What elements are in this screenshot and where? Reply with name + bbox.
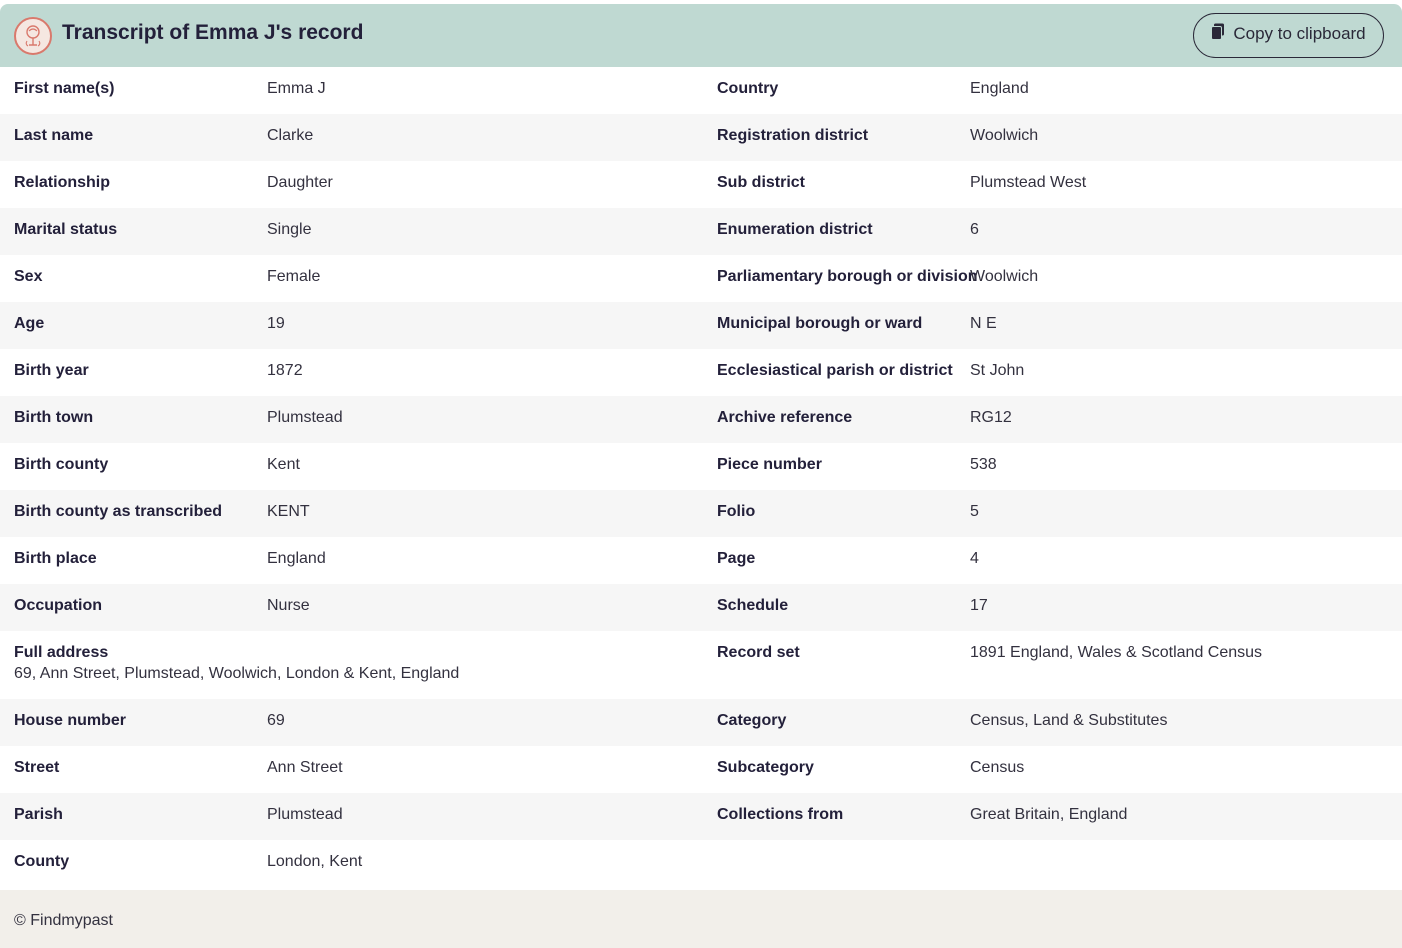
field-left: [0, 396, 703, 443]
field-left: [0, 349, 703, 396]
field-value: 69: [267, 712, 285, 729]
table-row: [0, 396, 1402, 443]
field-label: Record set: [717, 644, 800, 661]
field-label: Ecclesiastical parish or district: [717, 362, 953, 379]
field-label: Birth year: [14, 362, 89, 379]
field-label: Sex: [14, 268, 43, 285]
field-right: [703, 840, 1402, 887]
copy-button-label: Copy to clipboard: [1233, 24, 1366, 43]
field-right: [703, 161, 1402, 208]
field-value: England: [267, 550, 326, 567]
field-label: County: [14, 853, 70, 870]
field-value: Plumstead: [267, 409, 343, 426]
field-label: Relationship: [14, 174, 111, 191]
field-label: Registration district: [717, 127, 869, 144]
field-right: [703, 490, 1402, 537]
field-value: Single: [267, 221, 312, 238]
field-value: London, Kent: [267, 853, 363, 870]
field-label: Municipal borough or ward: [717, 315, 923, 332]
field-right: [703, 443, 1402, 490]
copyright-text: © Findmypast: [14, 912, 113, 929]
field-label: Marital status: [14, 221, 118, 238]
field-value: Plumstead West: [970, 174, 1087, 191]
footer: [0, 890, 1402, 948]
field-label: Occupation: [14, 597, 103, 614]
field-label: Birth county as transcribed: [14, 503, 223, 520]
field-right: [703, 793, 1402, 840]
field-label: First name(s): [14, 80, 115, 97]
field-label: Birth place: [14, 550, 97, 567]
field-value: 1891 England, Wales & Scotland Census: [970, 644, 1263, 661]
table-row: [0, 584, 1402, 631]
table-row: [0, 840, 1402, 887]
field-value: Census, Land & Substitutes: [970, 712, 1168, 729]
table-row: [0, 443, 1402, 490]
field-right: [703, 699, 1402, 746]
field-label: Full address: [14, 644, 109, 661]
field-right: [703, 255, 1402, 302]
field-value: 538: [970, 456, 997, 473]
field-left: [0, 161, 703, 208]
field-label: Folio: [717, 503, 756, 520]
field-value: 4: [970, 550, 979, 567]
field-label: Schedule: [717, 597, 789, 614]
field-value: Plumstead: [267, 806, 343, 823]
transcript-header: [0, 4, 1402, 67]
field-value: 17: [970, 597, 988, 614]
field-left: [0, 584, 703, 631]
field-right: [703, 537, 1402, 584]
field-value: Clarke: [267, 127, 314, 144]
field-label: House number: [14, 712, 127, 729]
clipboard-copy-icon: [1211, 23, 1225, 45]
field-value: Great Britain, England: [970, 806, 1128, 823]
table-row: [0, 537, 1402, 584]
field-label: Enumeration district: [717, 221, 873, 238]
field-value: 6: [970, 221, 979, 238]
field-right: [703, 114, 1402, 161]
field-value: Kent: [267, 456, 300, 473]
field-value: England: [970, 80, 1029, 97]
field-left: [0, 255, 703, 302]
field-value: Emma J: [267, 80, 326, 97]
field-label: Street: [14, 759, 60, 776]
field-label: Parish: [14, 806, 63, 823]
table-row: [0, 746, 1402, 793]
field-right: [703, 208, 1402, 255]
field-left: [0, 537, 703, 584]
field-left: [0, 443, 703, 490]
table-row: [0, 793, 1402, 840]
field-label: Category: [717, 712, 787, 729]
field-left: [0, 114, 703, 161]
field-left: [0, 746, 703, 793]
field-label: Sub district: [717, 174, 806, 191]
field-left: [0, 793, 703, 840]
table-row: [0, 631, 1402, 699]
field-label: Birth county: [14, 456, 109, 473]
table-row: [0, 67, 1402, 114]
field-value: Woolwich: [970, 127, 1039, 144]
field-label: Subcategory: [717, 759, 814, 776]
field-value: 1872: [267, 362, 303, 379]
field-right: [703, 396, 1402, 443]
table-row: [0, 114, 1402, 161]
table-row: [0, 699, 1402, 746]
field-label: Page: [717, 550, 756, 567]
field-left: [0, 699, 703, 746]
field-value: 19: [267, 315, 285, 332]
field-left: [0, 208, 703, 255]
field-left: [0, 631, 703, 699]
field-right: [703, 631, 1402, 699]
field-value: 5: [970, 503, 979, 520]
table-row: [0, 208, 1402, 255]
table-row: [0, 302, 1402, 349]
table-row: [0, 161, 1402, 208]
field-value: Female: [267, 268, 321, 285]
field-label: Piece number: [717, 456, 822, 473]
field-label: Archive reference: [717, 409, 853, 426]
field-right: [703, 349, 1402, 396]
field-label: Last name: [14, 127, 94, 144]
field-left: [0, 840, 703, 887]
field-value: Woolwich: [970, 268, 1039, 285]
field-value: St John: [970, 362, 1025, 379]
field-label: Collections from: [717, 806, 844, 823]
table-row: [0, 255, 1402, 302]
field-right: [703, 584, 1402, 631]
table-row: [0, 490, 1402, 537]
field-label: [703, 853, 970, 887]
table-row: [0, 349, 1402, 396]
field-left: [0, 67, 703, 114]
field-value: Ann Street: [267, 759, 343, 776]
copy-to-clipboard-button[interactable]: [1193, 13, 1384, 58]
field-right: [703, 746, 1402, 793]
record-fields-table: [0, 67, 1402, 887]
field-value: RG12: [970, 409, 1012, 426]
field-value: 69, Ann Street, Plumstead, Woolwich, London & Kent, England: [14, 665, 460, 682]
field-right: [703, 67, 1402, 114]
field-value: Census: [970, 759, 1025, 776]
family-tree-logo-icon: [14, 17, 52, 55]
field-left: [0, 302, 703, 349]
page-title: Transcript of Emma J's record: [62, 20, 364, 44]
field-value: Daughter: [267, 174, 333, 191]
field-value: KENT: [267, 503, 310, 520]
field-value: Nurse: [267, 597, 310, 614]
field-label: Birth town: [14, 409, 94, 426]
field-value: N E: [970, 315, 997, 332]
field-label: Parliamentary borough or division: [717, 268, 978, 285]
field-left: [0, 490, 703, 537]
field-label: Country: [717, 80, 779, 97]
field-right: [703, 302, 1402, 349]
field-label: Age: [14, 315, 45, 332]
